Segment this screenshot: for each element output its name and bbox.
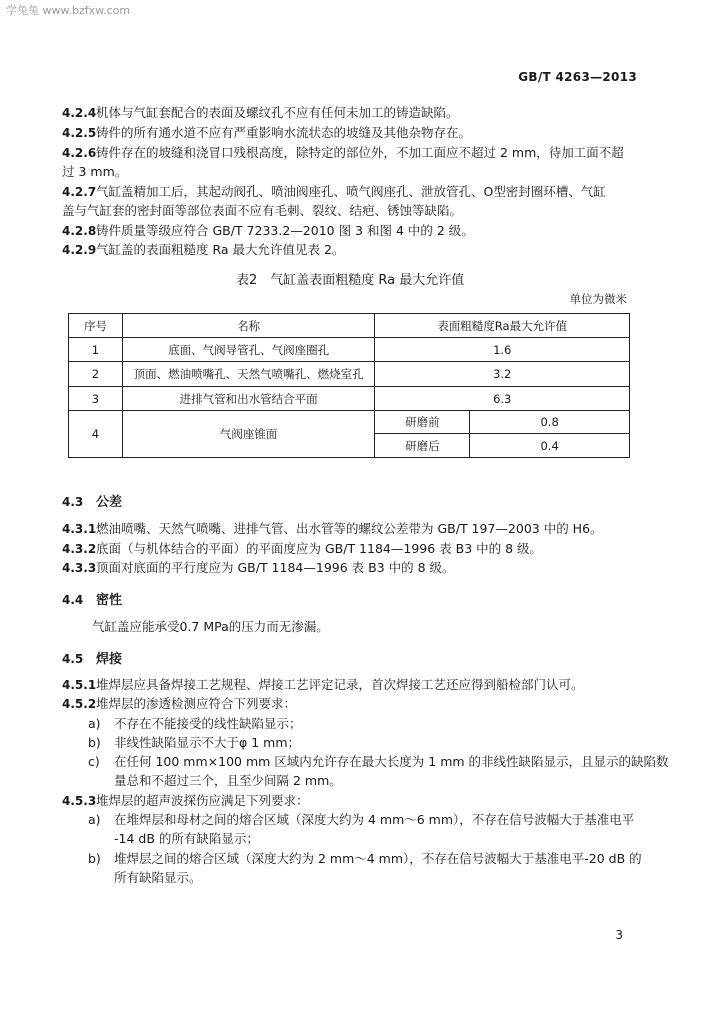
row-value: 6.3 — [375, 387, 630, 411]
row-no: 2 — [69, 362, 123, 387]
section-4-3-heading: 4.3 公差 — [62, 495, 123, 510]
row-value: 3.2 — [375, 362, 630, 387]
table-row — [69, 387, 630, 411]
list-item-continuation: 所有缺陷显示。 — [114, 870, 202, 885]
sub-value-after-lapping: 0.4 — [470, 434, 630, 458]
row-no: 4 — [69, 411, 123, 458]
clause-4-3-1: 4.3.1燃油喷嘴、天然气喷嘴、进排气管、出水管等的螺纹公差带为 GB/T 197—2003 中的 H6。 — [62, 521, 603, 536]
page-number: 3 — [615, 928, 623, 942]
row-name: 顶面、燃油喷嘴孔、天然气喷嘴孔、燃烧室孔 — [122, 362, 375, 387]
clause-4-2-6: 4.2.6铸件存在的坡缝和浇冒口残根高度，除特定的部位外，不加工面应不超过 2 mm，待加工面不超 — [62, 145, 624, 160]
sub-label-before-lapping: 研磨前 — [375, 411, 470, 434]
table-unit: 单位为微米 — [569, 292, 627, 306]
row-value: 1.6 — [375, 338, 630, 362]
row-name: 底面、气阀导管孔、气阀座圈孔 — [122, 338, 375, 362]
clause-4-3-3: 4.3.3顶面对底面的平行度应为 GB/T 1184—1996 表 B3 中的 8 级。 — [62, 560, 455, 575]
clause-4-2-7: 4.2.7气缸盖精加工后，其起动阀孔、喷油阀座孔、喷气阀座孔、泄放管孔、O型密封圈环槽、气缸 — [62, 184, 606, 199]
clause-4-5-3: 4.5.3堆焊层的超声波探伤应满足下列要求： — [62, 793, 309, 808]
clause-4-3-2: 4.3.2底面（与机体结合的平面）的平面度应为 GB/T 1184—1996 表 B3 中的 8 级。 — [62, 541, 543, 556]
header-no: 序号 — [69, 314, 123, 338]
clause-4-2-8: 4.2.8铸件质量等级应符合 GB/T 7233.2—2010 图 3 和图 4 中的 2 级。 — [62, 223, 474, 238]
header-name: 名称 — [122, 314, 375, 338]
table-row — [69, 362, 630, 387]
table-row — [69, 411, 630, 434]
list-item: a) 在堆焊层和母材之间的熔合区域（深度大约为 4 mm～6 mm），不存在信号波幅大于基准电平 — [88, 812, 635, 827]
standard-number: GB/T 4263—2013 — [518, 70, 637, 84]
clause-4-2-5: 4.2.5铸件的所有通水道不应有严重影响水流状态的坡缝及其他杂物存在。 — [62, 125, 472, 140]
row-name: 气阀座锥面 — [122, 411, 375, 458]
clause-4-2-4: 4.2.4机体与气缸套配合的表面及螺纹孔不应有任何未加工的铸造缺陷。 — [62, 105, 459, 120]
watermark: 学兔兔 www.bzfxw.com — [6, 4, 131, 17]
row-no: 1 — [69, 338, 123, 362]
section-4-4-heading: 4.4 密性 — [62, 593, 123, 608]
list-item: b) 堆焊层之间的熔合区域（深度大约为 2 mm～4 mm），不存在信号波幅大于基准电平-20 dB 的 — [88, 851, 642, 866]
table-header-row — [69, 314, 630, 338]
sub-value-before-lapping: 0.8 — [470, 411, 630, 434]
list-item: c) 在任何 100 mm×100 mm 区域内允许存在最大长度为 1 mm 的非线性缺陷显示，且显示的缺陷数 — [88, 754, 669, 769]
row-name: 进排气管和出水管结合平面 — [122, 387, 375, 411]
clause-4-5-1: 4.5.1堆焊层应具备焊接工艺规程、焊接工艺评定记录，首次焊接工艺还应得到船检部门认可。 — [62, 677, 584, 692]
clause-4-5-2: 4.5.2堆焊层的渗透检测应符合下列要求： — [62, 696, 297, 711]
section-4-5-heading: 4.5 焊接 — [62, 652, 123, 667]
clause-4-2-6-continuation: 过 3 mm。 — [62, 164, 128, 179]
section-4-4-text: 气缸盖应能承受0.7 MPa的压力而无渗漏。 — [92, 619, 329, 634]
sub-label-after-lapping: 研磨后 — [375, 434, 470, 458]
list-item: a) 不存在不能接受的线性缺陷显示； — [88, 716, 302, 731]
table-row — [69, 338, 630, 362]
header-value: 表面粗糙度Ra最大允许值 — [375, 314, 630, 338]
row-no: 3 — [69, 387, 123, 411]
roughness-table — [68, 313, 630, 458]
table-title: 表2 气缸盖表面粗糙度 Ra 最大允许值 — [236, 273, 465, 288]
clause-4-2-7-continuation: 盖与气缸套的密封面等部位表面不应有毛刺、裂纹、结疤、锈蚀等缺陷。 — [62, 203, 463, 218]
clause-4-2-9: 4.2.9气缸盖的表面粗糙度 Ra 最大允许值见表 2。 — [62, 242, 345, 257]
list-item: b) 非线性缺陷显示不大于φ 1 mm； — [88, 735, 300, 750]
list-item-continuation: -14 dB 的所有缺陷显示； — [114, 831, 259, 846]
list-item-continuation: 量总和不超过三个，且至少间隔 2 mm。 — [114, 773, 342, 788]
